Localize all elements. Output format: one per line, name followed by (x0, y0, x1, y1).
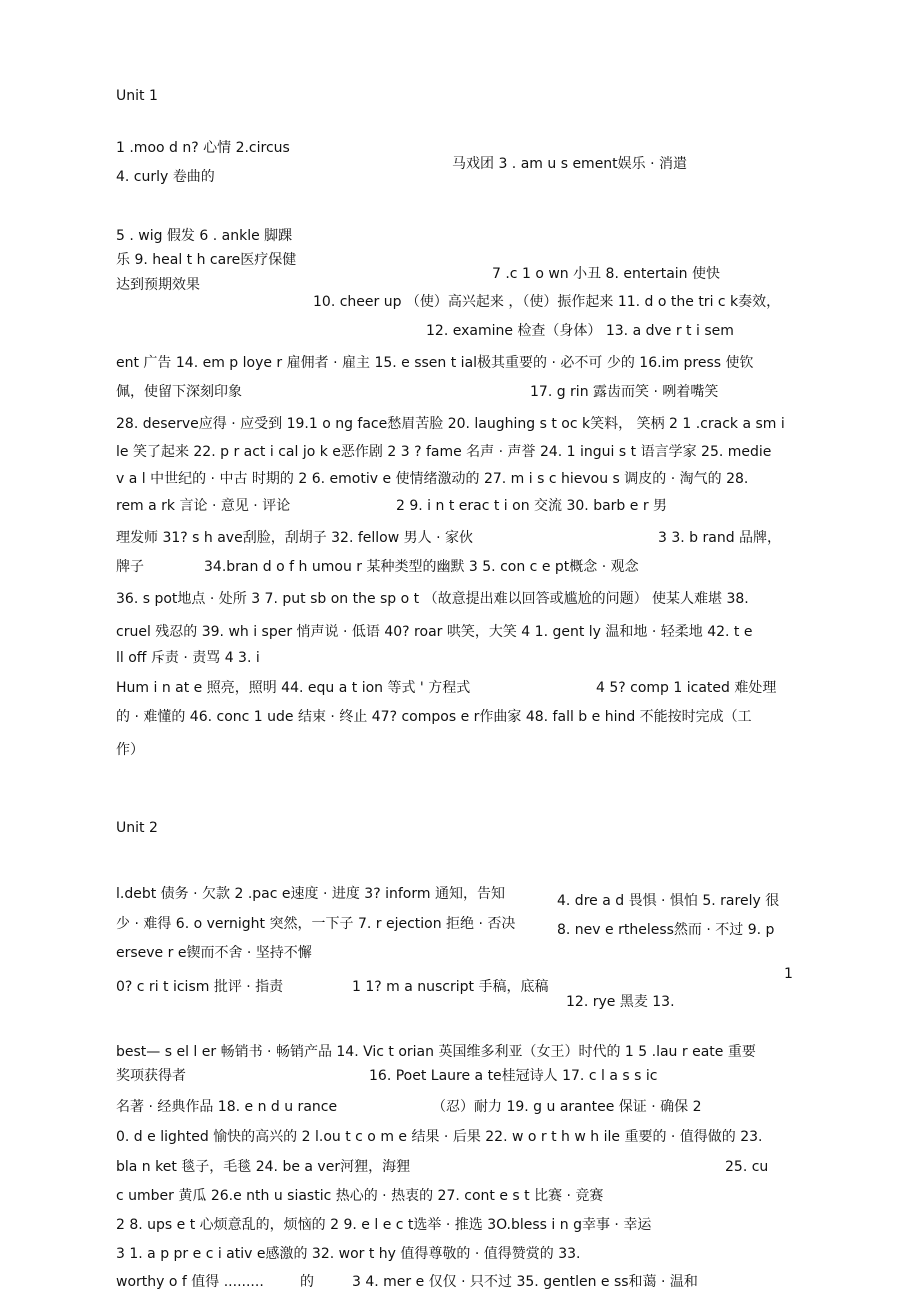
text-line: 的 (300, 1274, 314, 1290)
text-line: 16. Poet Laure a te桂冠诗人 17. c l a s s ic (369, 1068, 658, 1084)
text-line: 36. s pot地点 · 处所 3 7. put sb on the sp o t （故意提出难以回答或尴尬的问题） 使某人难堪 38. (116, 591, 749, 607)
text-line: le 笑了起来 22. p r act i cal jo k e恶作剧 2 3 ? fame 名声 · 声誉 24. 1 ingui s t 语言学家 25. medie (116, 444, 772, 460)
unit-2-heading: Unit 2 (116, 820, 158, 836)
text-line: 17. g rin 露齿而笑 · 咧着嘴笑 (530, 384, 719, 400)
text-line: 5 . wig 假发 6 . ankle 脚踝 (116, 228, 293, 244)
text-line: 2 9. i n t erac t i on 交流 30. barb e r 男 (396, 498, 668, 514)
text-line: 乐 9. heal t h care医疗保健 (116, 252, 297, 268)
text-line: 2 8. ups e t 心烦意乱的，烦恼的 2 9. e l e c t选举 · 推选 3O.bless i n g幸事 · 幸运 (116, 1217, 652, 1233)
text-line: bla n ket 毯子，毛毯 24. be a ver河狸，海狸 (116, 1159, 411, 1175)
text-line: best— s el l er 畅销书 · 畅销产品 14. Vic t orian 英国维多利亚（女王）时代的 1 5 .lau r eate 重要 (116, 1044, 756, 1060)
text-line: 4. dre a d 畏惧 · 惧怕 5. rarely 很 (557, 893, 780, 909)
text-line: cruel 残忍的 39. wh i sper 悄声说 · 低语 40? roar 哄笑，大笑 4 1. gent ly 温和地 · 轻柔地 42. t e (116, 624, 753, 640)
text-line: 作） (116, 742, 144, 758)
text-line: worthy o f 值得 ......... (116, 1274, 264, 1290)
text-line: 达到预期效果 (116, 277, 200, 293)
text-line: 佩，使留下深刻印象 (116, 384, 242, 400)
text-line: v a l 中世纪的 · 中古 时期的 2 6. emotiv e 使情绪激动的 27. m i s c hievou s 调皮的 · 淘气的 28. (116, 471, 749, 487)
text-line: 0. d e lighted 愉快的高兴的 2 l.ou t c o m e 结果 · 后果 22. w o r t h w h ile 重要的 · 值得做的 23. (116, 1129, 763, 1145)
text-line: 8. nev e rtheless然而 · 不过 9. p (557, 922, 775, 938)
text-line: （忍）耐力 19. g u arantee 保证 · 确保 2 (432, 1099, 702, 1115)
text-line: 4 5? comp 1 icated 难处理 (596, 680, 777, 696)
text-line: Hum i n at e 照亮，照明 44. equ a t ion 等式 ' 方程式 (116, 680, 471, 696)
text-line: ll off 斥责 · 责骂 4 3. i (116, 650, 260, 666)
text-line: l.debt 债务 · 欠款 2 .pac e速度 · 进度 3? inform 通知，告知 (116, 886, 505, 902)
text-line: 3 1. a p pr e c i ativ e感激的 32. wor t hy 值得尊敬的 · 值得赞赏的 33. (116, 1246, 581, 1262)
text-line: 牌子 (116, 559, 144, 575)
text-line: 奖项获得者 (116, 1068, 186, 1084)
text-line: 名著 · 经典作品 18. e n d u rance (116, 1099, 338, 1115)
text-line: 1 1? m a nuscript 手稿，底稿 (352, 979, 549, 995)
text-line: 马戏团 3 . am u s ement娱乐 · 消遣 (452, 156, 688, 172)
text-line: 25. cu (725, 1159, 769, 1175)
text-line: erseve r e锲而不舍 · 坚持不懈 (116, 945, 312, 961)
text-line: 4. curly 卷曲的 (116, 169, 215, 185)
text-line: 34.bran d o f h umou r 某种类型的幽默 3 5. con c e pt概念 · 观念 (204, 559, 639, 575)
text-line: 1 (784, 966, 793, 982)
text-line: 7 .c 1 o wn 小丑 8. entertain 使快 (492, 266, 720, 282)
text-line: 的 · 难懂的 46. conc 1 ude 结束 · 终止 47? compos e r作曲家 48. fall b e hind 不能按时完成（工 (116, 709, 752, 725)
text-line: 10. cheer up （使）高兴起来 ，（使）振作起来 11. d o the tri c k奏效， (313, 294, 781, 310)
text-line: 12. rye 黑麦 13. (566, 994, 675, 1010)
text-line: 少 · 难得 6. o vernight 突然，一下子 7. r ejection 拒绝 · 否决 (116, 916, 516, 932)
text-line: 1 .moo d n? 心情 2.circus (116, 140, 290, 156)
text-line: rem a rk 言论 · 意见 · 评论 (116, 498, 291, 514)
text-line: 3 4. mer e 仅仅 · 只不过 35. gentlen e ss和蔼 · 温和 (352, 1274, 698, 1290)
text-line: ent 广告 14. em p loye r 雇佣者 · 雇主 15. e ssen t ial极其重要的 · 必不可 少的 16.im press 使钦 (116, 355, 754, 371)
text-line: 理发师 31? s h ave刮脸，刮胡子 32. fellow 男人 · 家伙 (116, 530, 473, 546)
text-line: 0? c ri t icism 批评 · 指责 (116, 979, 284, 995)
text-line: c umber 黄瓜 26.e nth u siastic 热心的 · 热衷的 27. cont e s t 比赛 · 竞赛 (116, 1188, 604, 1204)
text-line: 3 3. b rand 品牌， (658, 530, 782, 546)
text-line: 12. examine 检查（身体） 13. a dve r t i sem (426, 323, 734, 339)
text-line: 28. deserve应得 · 应受到 19.1 o ng face愁眉苦脸 20. laughing s t oc k笑料， 笑柄 2 1 .crack a sm i (116, 416, 785, 432)
unit-1-heading: Unit 1 (116, 88, 158, 104)
